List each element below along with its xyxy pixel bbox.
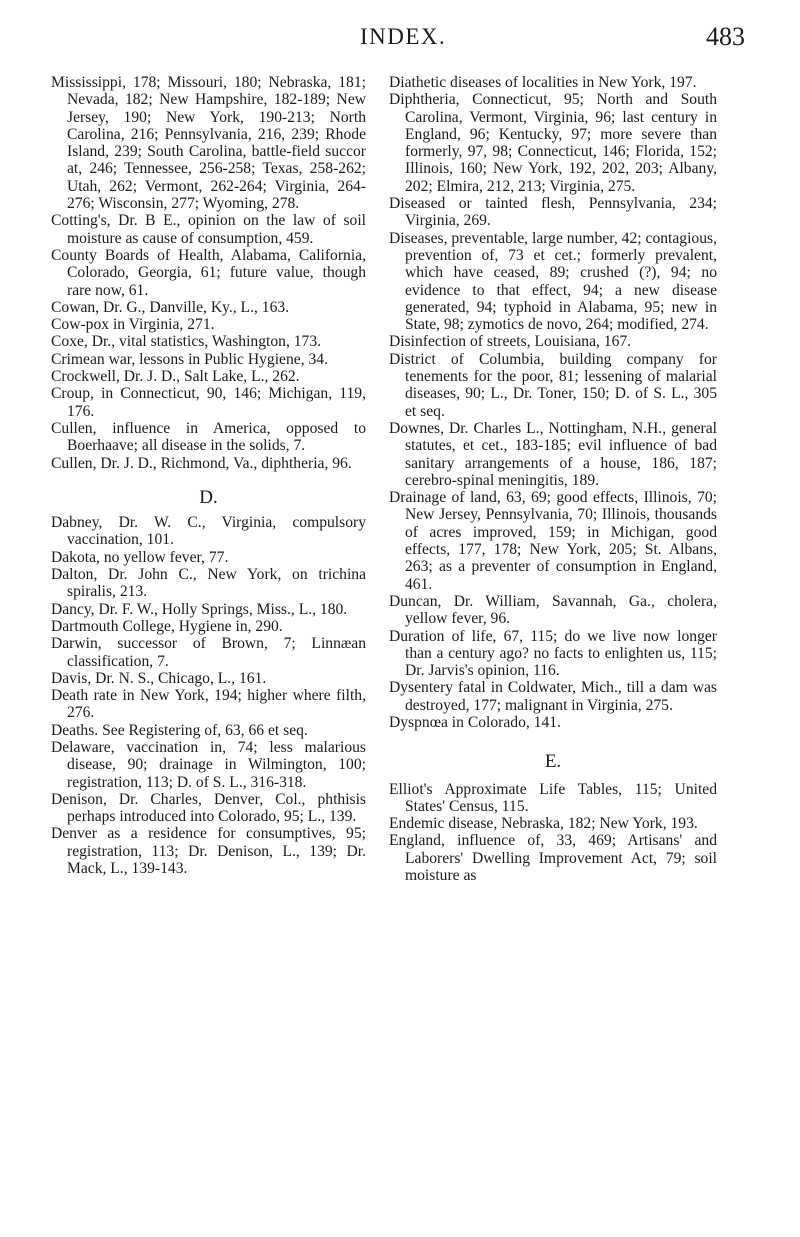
index-entry: Crockwell, Dr. J. D., Salt Lake, L., 262. [51,368,300,386]
index-entry: Cowan, Dr. G., Danville, Ky., L., 163. [51,298,290,316]
index-entry: Deaths. See Registering of, 63, 66 et seq. [51,721,308,739]
index-entry: Dyspnœa in Colorado, 141. [389,713,561,731]
index-entry: Coxe, Dr., vital statistics, Washington, 173. [51,333,322,351]
index-entry: Dabney, Dr. W. C., Virginia, compulsory vaccination, 101. [51,514,366,549]
index-entry: Dartmouth College, Hygiene in, 290. [51,617,283,635]
index-entry: Dancy, Dr. F. W., Holly Springs, Miss., L., 180. [51,600,348,618]
left-column [51,74,366,877]
index-entry: Cullen, influence in America, opposed to Boerhaave; all disease in the solids, 7. [51,419,366,455]
index-entry: Cullen, Dr. J. D., Richmond, Va., diphtheria, 96. [51,454,352,472]
index-entry: Darwin, successor of Brown, 7; Linnæan classification, 7. [51,635,366,670]
index-entry: Crimean war, lessons in Public Hygiene, 34. [51,350,328,368]
index-entry: Davis, Dr. N. S., Chicago, L., 161. [51,669,267,687]
index-entry: Disinfection of streets, Louisiana, 167. [389,333,632,351]
page-header [0,22,800,62]
index-entry: Diphtheria, Connecticut, 95; North and South Carolina, Vermont, Virginia, 96; last century in England, 96; Kentucky, 97; more severe than formerly, 97, 98; Connecticut, 146; Florida, 152; Illinois, 160; New York, 192, 202, 203; Albany, 202; Elmira, 212, 213; Virginia, 275. [389,91,717,195]
index-entry: Cotting's, Dr. B E., opinion on the law of soil moisture as cause of consumption, 459. [51,212,366,247]
index-entry: Duncan, Dr. William, Savannah, Ga., cholera, yellow fever, 96. [389,592,717,628]
section-heading-e: E. [544,751,562,773]
index-entry: Cow-pox in Virginia, 271. [51,316,215,334]
right-d-entries [389,74,717,731]
index-entry: Death rate in New York, 194; higher where filth, 276. [51,687,366,722]
index-entry: Diseased or tainted flesh, Pennsylvania, 234; Virginia, 269. [389,195,717,230]
index-entry: Denison, Dr. Charles, Denver, Col., phthisis perhaps introduced into Colorado, 95; L., 139. [51,790,366,826]
index-entry: Croup, in Connecticut, 90, 146; Michigan, 119, 176. [51,385,366,420]
right-column [389,74,717,884]
index-entry: Dysentery fatal in Coldwater, Mich., till a dam was destroyed, 177; malignant in Virginia, 275. [389,679,717,714]
index-entry: Diseases, preventable, large number, 42; contagious, prevention of, 73 et cet.; formerly prevalent, which have ceased, 89; crushed (?), 94; no evidence to that effect, 94; a new disease generated, 94; typhoid in Alabama, 95; new in State, 98; zymotics de novo, 264; modified, 274. [389,229,717,334]
running-title: INDEX. [360,24,447,49]
index-entry: Drainage of land, 63, 69; good effects, Illinois, 70; New Jersey, Pennsylvania, 70; Illinois, thousands of acres improved, 159; in Michigan, good effects, 177, 178; New York, 205; St. Albans, 263; as a preventer of consumption in England, 461. [389,489,717,593]
section-heading-d: D. [199,486,218,508]
left-c-entries [51,74,366,472]
left-d-entries [51,514,366,877]
index-entry: Endemic disease, Nebraska, 182; New York, 193. [389,815,698,833]
index-entry: County Boards of Health, Alabama, California, Colorado, Georgia, 61; future value, though rare now, 61. [51,246,366,299]
index-entry: Downes, Dr. Charles L., Nottingham, N.H., general statutes, et cet., 183-185; evil influence of bad sanitary arrangements of a house, 186, 187; cerebro-spinal meningitis, 189. [389,419,717,489]
index-entry: Elliot's Approximate Life Tables, 115; United States' Census, 115. [389,780,717,815]
page-number: 483 [706,22,745,51]
index-entry: England, influence of, 33, 469; Artisans' and Laborers' Dwelling Improvement Act, 79; soil moisture as [389,832,717,885]
index-entry: Denver as a residence for consumptives, 95; registration, 113; Dr. Denison, L., 139; Dr. Mack, L., 139-143. [51,825,366,878]
index-entry: District of Columbia, building company for tenements for the poor, 81; lessening of malarial diseases, 90; L., Dr. Toner, 150; D. of S. L., 305 et seq. [389,350,717,420]
index-entry: Diathetic diseases of localities in New York, 197. [389,74,697,91]
index-entry: Duration of life, 67, 115; do we live now longer than a century ago? no facts to enlighten us, 115; Dr. Jarvis's opinion, 116. [389,627,717,680]
index-entry: Dalton, Dr. John C., New York, on trichina spiralis, 213. [51,566,366,601]
index-entry: Dakota, no yellow fever, 77. [51,548,229,566]
index-entry: Delaware, vaccination in, 74; less malarious disease, 90; drainage in Wilmington, 100; registration, 113; D. of S. L., 316-318. [51,738,366,791]
right-e-entries [389,781,717,885]
index-entry: Mississippi, 178; Missouri, 180; Nebraska, 181; Nevada, 182; New Hampshire, 182-189; New Jersey, 190; New York, 190-213; North Carolina, 216; Pennsylvania, 216, 239; Rhode Island, 239; South Carolina, battle-field succor at, 246; Tennessee, 256-258; Texas, 258-262; Utah, 262; Vermont, 262-264; Virginia, 264-276; Wisconsin, 277; Wyoming, 278. [51,74,366,213]
